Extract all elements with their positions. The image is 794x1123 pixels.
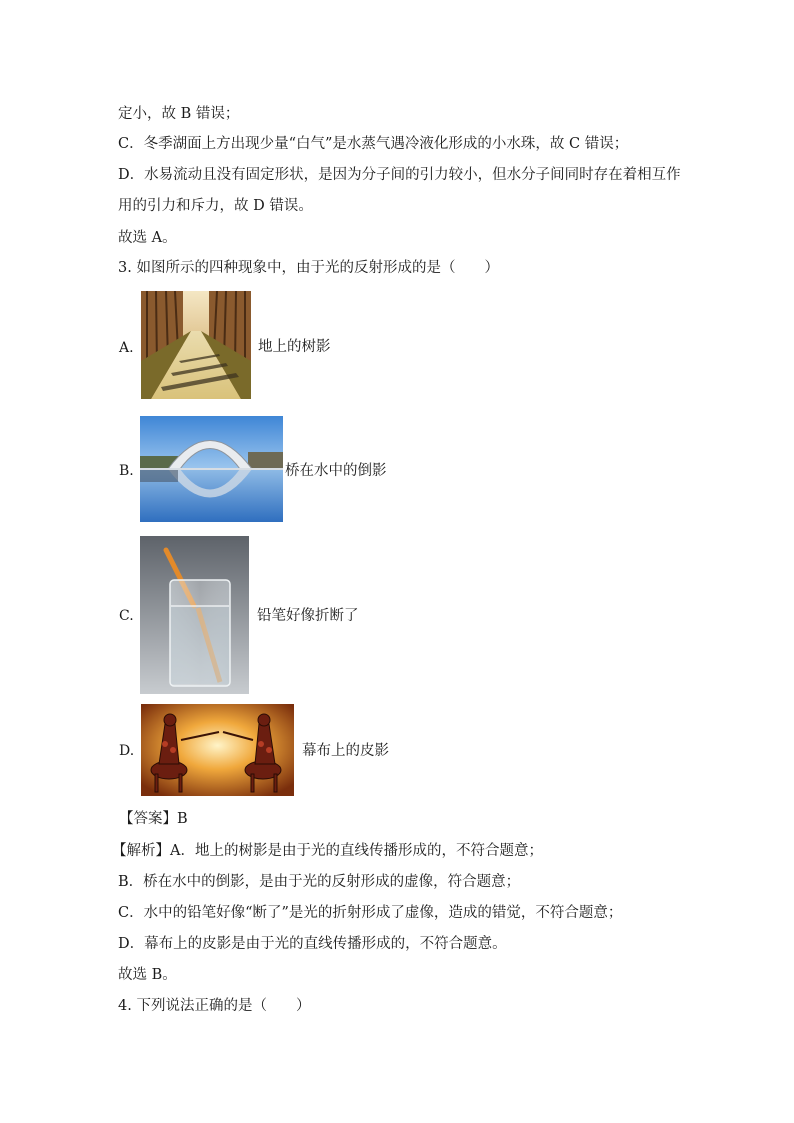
analysis-d: D．幕布上的皮影是由于光的直线传播形成的，不符合题意。 — [118, 936, 507, 952]
text-line-5: 故选 A。 — [118, 230, 177, 246]
option-d-letter: D. — [119, 743, 135, 759]
option-b-letter: B. — [119, 463, 134, 479]
analysis-conclusion: 故选 B。 — [118, 967, 177, 983]
pencil-in-glass-photo — [140, 536, 249, 694]
question-3-stem: 3. 如图所示的四种现象中，由于光的反射形成的是（ ） — [118, 260, 499, 276]
text-line-1: 定小，故 B 错误； — [118, 106, 240, 122]
text-line-2: C．冬季湖面上方出现少量“白气”是水蒸气遇冷液化形成的小水珠，故 C 错误； — [118, 136, 629, 152]
bridge-reflection-photo — [140, 416, 283, 522]
shadow-puppet-photo — [141, 704, 294, 796]
answer-line: 【答案】B — [119, 811, 188, 827]
option-b-caption: 桥在水中的倒影 — [285, 463, 387, 479]
analysis-b: B．桥在水中的倒影，是由于光的反射形成的虚像，符合题意； — [118, 874, 521, 890]
text-line-3: D．水易流动且没有固定形状，是因为分子间的引力较小，但水分子间同时存在着相互作 — [118, 167, 681, 183]
option-d-caption: 幕布上的皮影 — [302, 743, 389, 759]
analysis-a: 【解析】A．地上的树影是由于光的直线传播形成的，不符合题意； — [112, 843, 543, 859]
question-4-stem: 4. 下列说法正确的是（ ） — [118, 998, 311, 1014]
option-a-letter: A. — [119, 340, 134, 356]
option-c-letter: C. — [119, 608, 134, 624]
tree-shadow-photo — [141, 291, 251, 399]
analysis-c: C．水中的铅笔好像“断了”是光的折射形成了虚像，造成的错觉，不符合题意； — [118, 905, 623, 921]
option-c-caption: 铅笔好像折断了 — [257, 608, 359, 624]
text-line-4: 用的引力和斥力，故 D 错误。 — [118, 198, 313, 214]
option-a-caption: 地上的树影 — [258, 339, 331, 355]
